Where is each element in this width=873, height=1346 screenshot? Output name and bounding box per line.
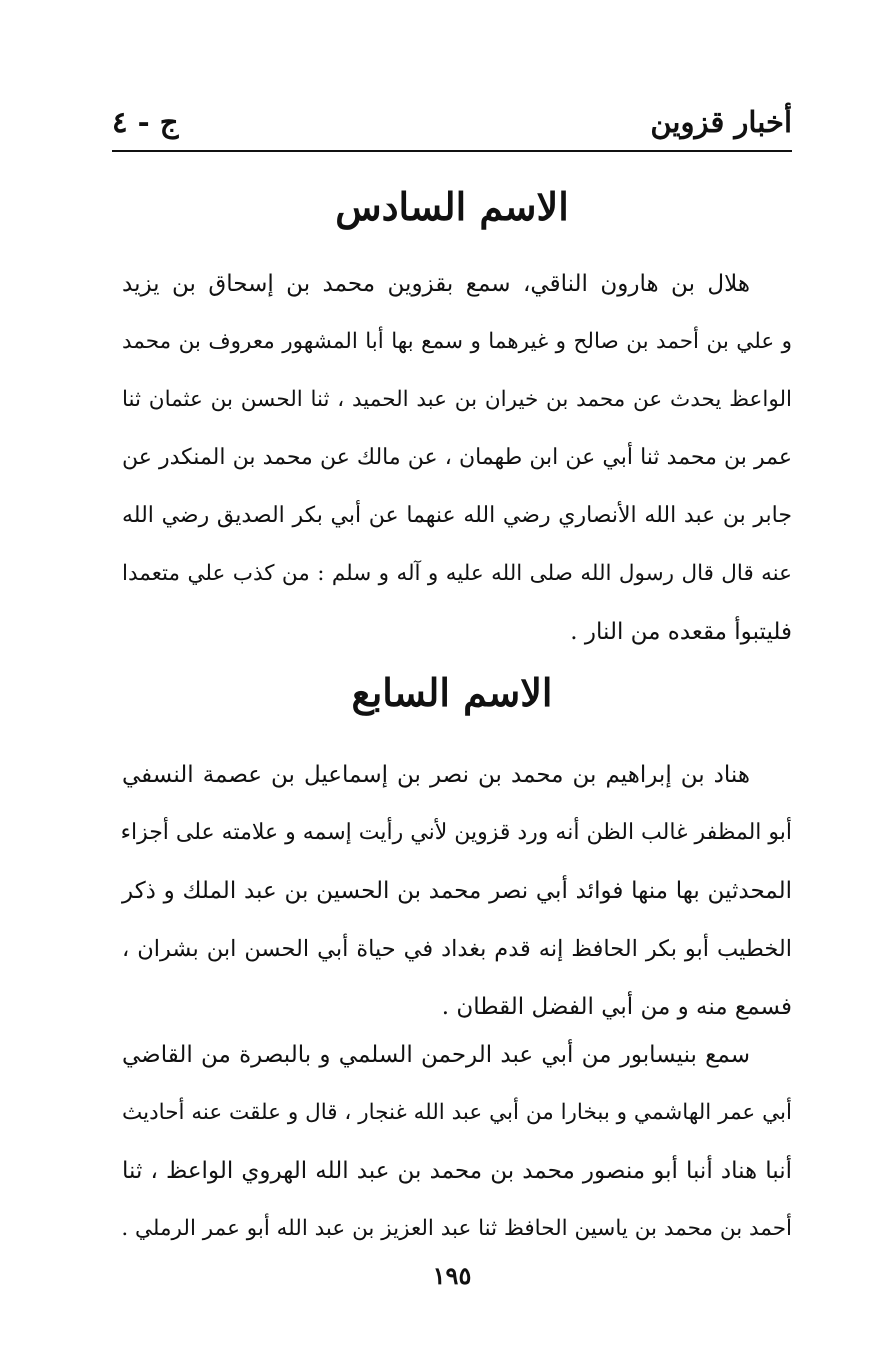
text-line: عمر بن محمد ثنا أبي عن ابن طهمان ، عن مالك عن محمد بن المنكدر عن <box>122 445 792 470</box>
paragraph <box>122 1026 792 1258</box>
text-line: و علي بن أحمد بن صالح و غيرهما و سمع بها أبا المشهور معروف بن محمد <box>122 329 792 354</box>
section-heading: الاسم السادس <box>335 184 569 229</box>
running-head <box>112 100 792 148</box>
paragraph <box>122 746 792 1036</box>
text-line: جابر بن عبد الله الأنصاري رضي الله عنهما عن أبي بكر الصديق رضي الله <box>122 503 792 528</box>
text-line: أبو المظفر غالب الظن أنه ورد قزوين لأني رأيت إسمه و علامته على أجزاء <box>120 820 792 845</box>
book-title: أخبار قزوين <box>650 105 792 139</box>
text-line: أحمد بن محمد بن ياسين الحافظ ثنا عبد العزيز بن عبد الله أبو عمر الرملي . <box>121 1216 792 1241</box>
section-heading: الاسم السابع <box>351 670 553 715</box>
text-line: هلال بن هارون الناقي، سمع بقزوين محمد بن إسحاق بن يزيد <box>122 271 750 297</box>
text-line: أنبا هناد أنبا أبو منصور محمد بن محمد بن عبد الله الهروي الواعظ ، ثنا <box>122 1158 792 1184</box>
text-line: سمع بنيسابور من أبي عبد الرحمن السلمي و بالبصرة من القاضي <box>122 1042 750 1068</box>
text-line: الواعظ يحدث عن محمد بن خيران بن عبد الحميد ، ثنا الحسن بن عثمان ثنا <box>122 387 792 412</box>
text-line: الخطيب أبو بكر الحافظ إنه قدم بغداد في حياة أبي الحسن ابن بشران ، <box>122 936 792 962</box>
text-line: فليتبوأ مقعده من النار . <box>570 619 792 645</box>
text-line: المحدثين بها منها فوائد أبي نصر محمد بن الحسين بن عبد الملك و ذكر <box>122 878 792 904</box>
text-line: هناد بن إبراهيم بن محمد بن نصر بن إسماعيل بن عصمة النسفي <box>122 762 750 788</box>
paragraph <box>122 255 792 661</box>
text-line: عنه قال قال رسول الله صلى الله عليه و آله و سلم : من كذب علي متعمدا <box>122 561 792 586</box>
page-number: ١٩٥ <box>432 1261 472 1290</box>
header-rule <box>112 150 792 152</box>
volume-number: ج - ٤ <box>112 105 179 139</box>
text-line: أبي عمر الهاشمي و ببخارا من أبي عبد الله غنجار ، قال و علقت عنه أحاديث <box>122 1100 792 1125</box>
text-line: فسمع منه و من أبي الفضل القطان . <box>441 994 792 1020</box>
